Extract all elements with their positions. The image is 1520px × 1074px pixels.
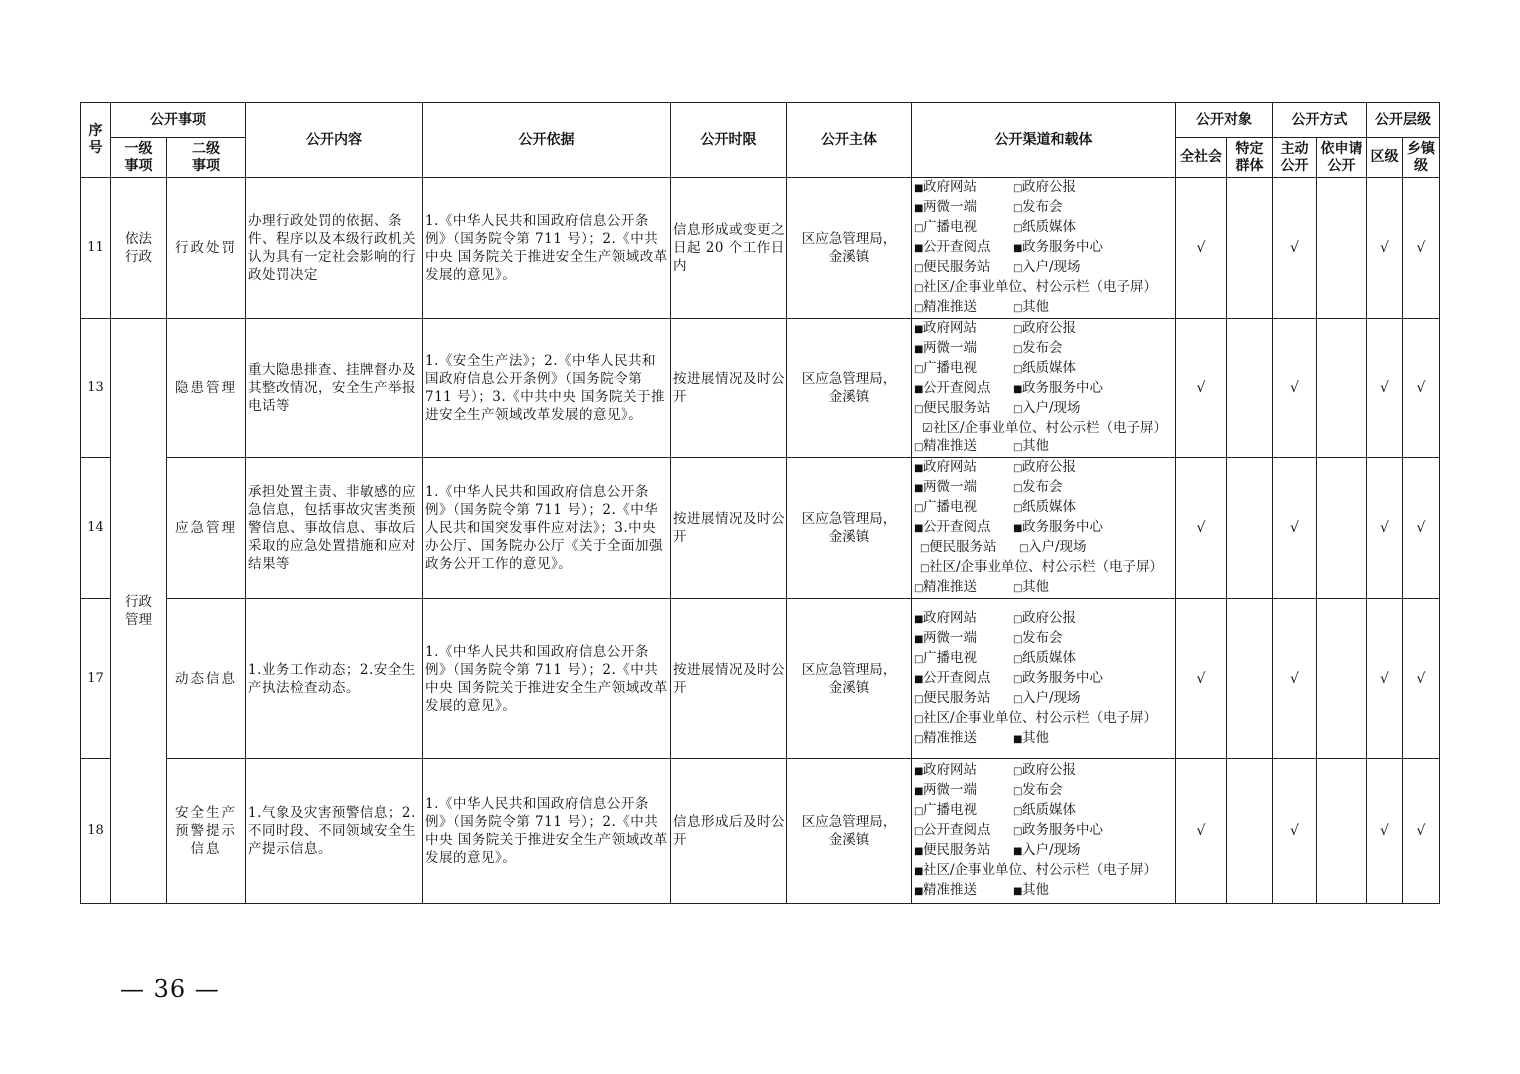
subject-cell: 区应急管理局，金溪镇	[787, 759, 912, 904]
header-level-town: 乡镇级	[1403, 138, 1440, 178]
channel-line: □公开查阅点 □政务服务中心	[914, 822, 1103, 838]
header-level1: 一级事项	[111, 138, 167, 178]
basis-cell: 1.《中华人民共和国政府信息公开条例》（国务院令第 711 号）；2.《中华人民共和国突发事件应对法》；3.中央办公厅、国务院办公厅《关于全面加强政务公开工作的意见》。	[423, 458, 671, 599]
header-target-all: 全社会	[1176, 138, 1227, 178]
header-items-group: 公开事项	[111, 103, 246, 138]
content-cell: 1.业务工作动态；2.安全生产执法检查动态。	[246, 599, 423, 759]
table-row	[81, 599, 1440, 759]
level-town-mark: √	[1403, 759, 1440, 904]
header-level-group: 公开层级	[1367, 103, 1440, 138]
channel-line: ■两微一端 □发布会	[914, 340, 1063, 356]
header-basis: 公开依据	[423, 103, 671, 178]
channel-cell	[912, 458, 1176, 599]
header-level2: 二级事项	[167, 138, 246, 178]
level-town-mark: √	[1403, 458, 1440, 599]
channel-line: ■政府网站 □政府公报	[914, 609, 1076, 626]
channel-line: □社区/企事业单位、村公示栏（电子屏）	[920, 559, 1164, 575]
channel-line: ■公开查阅点 □政务服务中心	[914, 669, 1103, 686]
level-district-mark: √	[1367, 319, 1403, 458]
channel-line: ■便民服务站 ■入户/现场	[914, 842, 1081, 858]
channel-line: □精准推送 □其他	[914, 579, 1049, 595]
target-specific-mark	[1227, 599, 1273, 759]
method-active-mark: √	[1273, 599, 1317, 759]
row-seq: 11	[81, 178, 111, 319]
time-limit-cell: 按进展情况及时公开	[671, 599, 787, 759]
channel-line: ■两微一端 □发布会	[914, 479, 1063, 495]
method-apply-mark	[1317, 458, 1367, 599]
channel-line: ■政府网站 □政府公报	[914, 320, 1076, 336]
header-time-limit: 公开时限	[671, 103, 787, 178]
channel-line: ■社区/企事业单位、村公示栏（电子屏）	[914, 862, 1158, 878]
checked-box-icon: ☑	[922, 421, 933, 435]
content-cell: 承担处置主责、非敏感的应急信息，包括事故灾害类预警信息、事故信息、事故后采取的应急处置措施和应对结果等	[246, 458, 423, 599]
method-active-mark: √	[1273, 178, 1317, 319]
channel-cell	[912, 178, 1176, 319]
level1-cell: 行政管理	[111, 319, 167, 904]
level1-cell: 依法行政	[111, 178, 167, 319]
subject-cell: 区应急管理局，金溪镇	[787, 319, 912, 458]
time-limit-cell: 信息形成或变更之日起 20 个工作日内	[671, 178, 787, 319]
channel-line: □精准推送 □其他	[914, 438, 1049, 454]
level-district-mark: √	[1367, 759, 1403, 904]
channel-line: ■两微一端 □发布会	[914, 199, 1063, 215]
channel-line: ■政府网站 □政府公报	[914, 179, 1076, 195]
method-active-mark: √	[1273, 458, 1317, 599]
channel-line: □广播电视 □纸质媒体	[914, 499, 1076, 515]
channel-line: □便民服务站 □入户/现场	[914, 259, 1081, 275]
channel-line: ■政府网站 □政府公报	[914, 459, 1076, 475]
page-number: — 36 —	[120, 975, 220, 1003]
channel-line: ■公开查阅点 ■政务服务中心	[914, 380, 1103, 396]
level2-cell: 隐患管理	[167, 319, 246, 458]
level2-cell: 应急管理	[167, 458, 246, 599]
channel-line: □便民服务站 □入户/现场	[914, 689, 1081, 706]
target-all-mark: √	[1176, 178, 1227, 319]
row-seq: 13	[81, 319, 111, 458]
channel-line: □社区/企事业单位、村公示栏（电子屏）	[914, 279, 1158, 295]
subject-cell: 区应急管理局，金溪镇	[787, 458, 912, 599]
channel-line: ☑社区/企事业单位、村公示栏（电子屏）	[922, 420, 1168, 436]
basis-cell: 1.《中华人民共和国政府信息公开条例》（国务院令第 711 号）；2.《中共中央 国务院关于推进安全生产领域改革发展的意见》。	[423, 178, 671, 319]
header-method-apply: 依申请公开	[1317, 138, 1367, 178]
table-row	[81, 178, 1440, 319]
channel-line: □精准推送 ■其他	[914, 729, 1049, 746]
method-active-mark: √	[1273, 319, 1317, 458]
method-apply-mark	[1317, 599, 1367, 759]
header-subject: 公开主体	[787, 103, 912, 178]
subject-cell: 区应急管理局，金溪镇	[787, 178, 912, 319]
channel-line: □精准推送 □其他	[914, 299, 1049, 315]
channel-line: ■公开查阅点 ■政务服务中心	[914, 239, 1103, 255]
header-seq: 序号	[81, 103, 111, 178]
channel-line: ■两微一端 □发布会	[914, 629, 1063, 646]
level2-cell: 行政处罚	[167, 178, 246, 319]
content-cell: 1.气象及灾害预警信息；2.不同时段、不同领域安全生产提示信息。	[246, 759, 423, 904]
channel-line: □便民服务站 □入户/现场	[914, 400, 1081, 416]
row-seq: 14	[81, 458, 111, 599]
channel-line: ■公开查阅点 ■政务服务中心	[914, 519, 1103, 535]
method-active-mark: √	[1273, 759, 1317, 904]
level-town-mark: √	[1403, 178, 1440, 319]
content-cell: 重大隐患排查、挂牌督办及其整改情况，安全生产举报电话等	[246, 319, 423, 458]
disclosure-table	[80, 102, 1440, 904]
channel-line: □广播电视 □纸质媒体	[914, 649, 1076, 666]
level2-cell: 动态信息	[167, 599, 246, 759]
subject-cell: 区应急管理局，金溪镇	[787, 599, 912, 759]
target-all-mark: √	[1176, 319, 1227, 458]
header-target-specific: 特定群体	[1227, 138, 1273, 178]
header-channel: 公开渠道和载体	[912, 103, 1176, 178]
channel-cell	[912, 759, 1176, 904]
target-specific-mark	[1227, 759, 1273, 904]
row-seq: 18	[81, 759, 111, 904]
table-row	[81, 458, 1440, 599]
method-apply-mark	[1317, 759, 1367, 904]
table-row	[81, 319, 1440, 458]
target-all-mark: √	[1176, 458, 1227, 599]
table-header	[81, 103, 1440, 178]
channel-line: □社区/企事业单位、村公示栏（电子屏）	[914, 709, 1158, 726]
channel-cell	[912, 599, 1176, 759]
basis-cell: 1.《安全生产法》；2.《中华人民共和国政府信息公开条例》（国务院令第 711 号）；3.《中共中央 国务院关于推进安全生产领域改革发展的意见》。	[423, 319, 671, 458]
level-district-mark: √	[1367, 458, 1403, 599]
row-seq: 17	[81, 599, 111, 759]
channel-line: □广播电视 □纸质媒体	[914, 360, 1076, 376]
level-town-mark: √	[1403, 599, 1440, 759]
channel-line: □广播电视 □纸质媒体	[914, 219, 1076, 235]
time-limit-cell: 信息形成后及时公开	[671, 759, 787, 904]
header-target-group: 公开对象	[1176, 103, 1273, 138]
channel-line: ■精准推送 ■其他	[914, 882, 1049, 898]
method-apply-mark	[1317, 319, 1367, 458]
level-district-mark: √	[1367, 178, 1403, 319]
level2-cell: 安全生产预警提示信息	[167, 759, 246, 904]
time-limit-cell: 按进展情况及时公开	[671, 458, 787, 599]
time-limit-cell: 按进展情况及时公开	[671, 319, 787, 458]
target-all-mark: √	[1176, 599, 1227, 759]
basis-cell: 1.《中华人民共和国政府信息公开条例》（国务院令第 711 号）；2.《中共中央 国务院关于推进安全生产领域改革发展的意见》。	[423, 599, 671, 759]
content-cell: 办理行政处罚的依据、条件、程序以及本级行政机关认为具有一定社会影响的行政处罚决定	[246, 178, 423, 319]
header-method-active: 主动公开	[1273, 138, 1317, 178]
level-district-mark: √	[1367, 599, 1403, 759]
channel-line: □便民服务站 □入户/现场	[920, 539, 1087, 555]
method-apply-mark	[1317, 178, 1367, 319]
channel-line: ■政府网站 □政府公报	[914, 762, 1076, 778]
level-town-mark: √	[1403, 319, 1440, 458]
target-specific-mark	[1227, 458, 1273, 599]
table-row	[81, 759, 1440, 904]
channel-cell	[912, 319, 1176, 458]
channel-line: ■两微一端 □发布会	[914, 782, 1063, 798]
basis-cell: 1.《中华人民共和国政府信息公开条例》（国务院令第 711 号）；2.《中共中央 国务院关于推进安全生产领域改革发展的意见》。	[423, 759, 671, 904]
target-specific-mark	[1227, 319, 1273, 458]
target-specific-mark	[1227, 178, 1273, 319]
target-all-mark: √	[1176, 759, 1227, 904]
header-method-group: 公开方式	[1273, 103, 1367, 138]
header-level-district: 区级	[1367, 138, 1403, 178]
header-content: 公开内容	[246, 103, 423, 178]
channel-line: □广播电视 □纸质媒体	[914, 802, 1076, 818]
